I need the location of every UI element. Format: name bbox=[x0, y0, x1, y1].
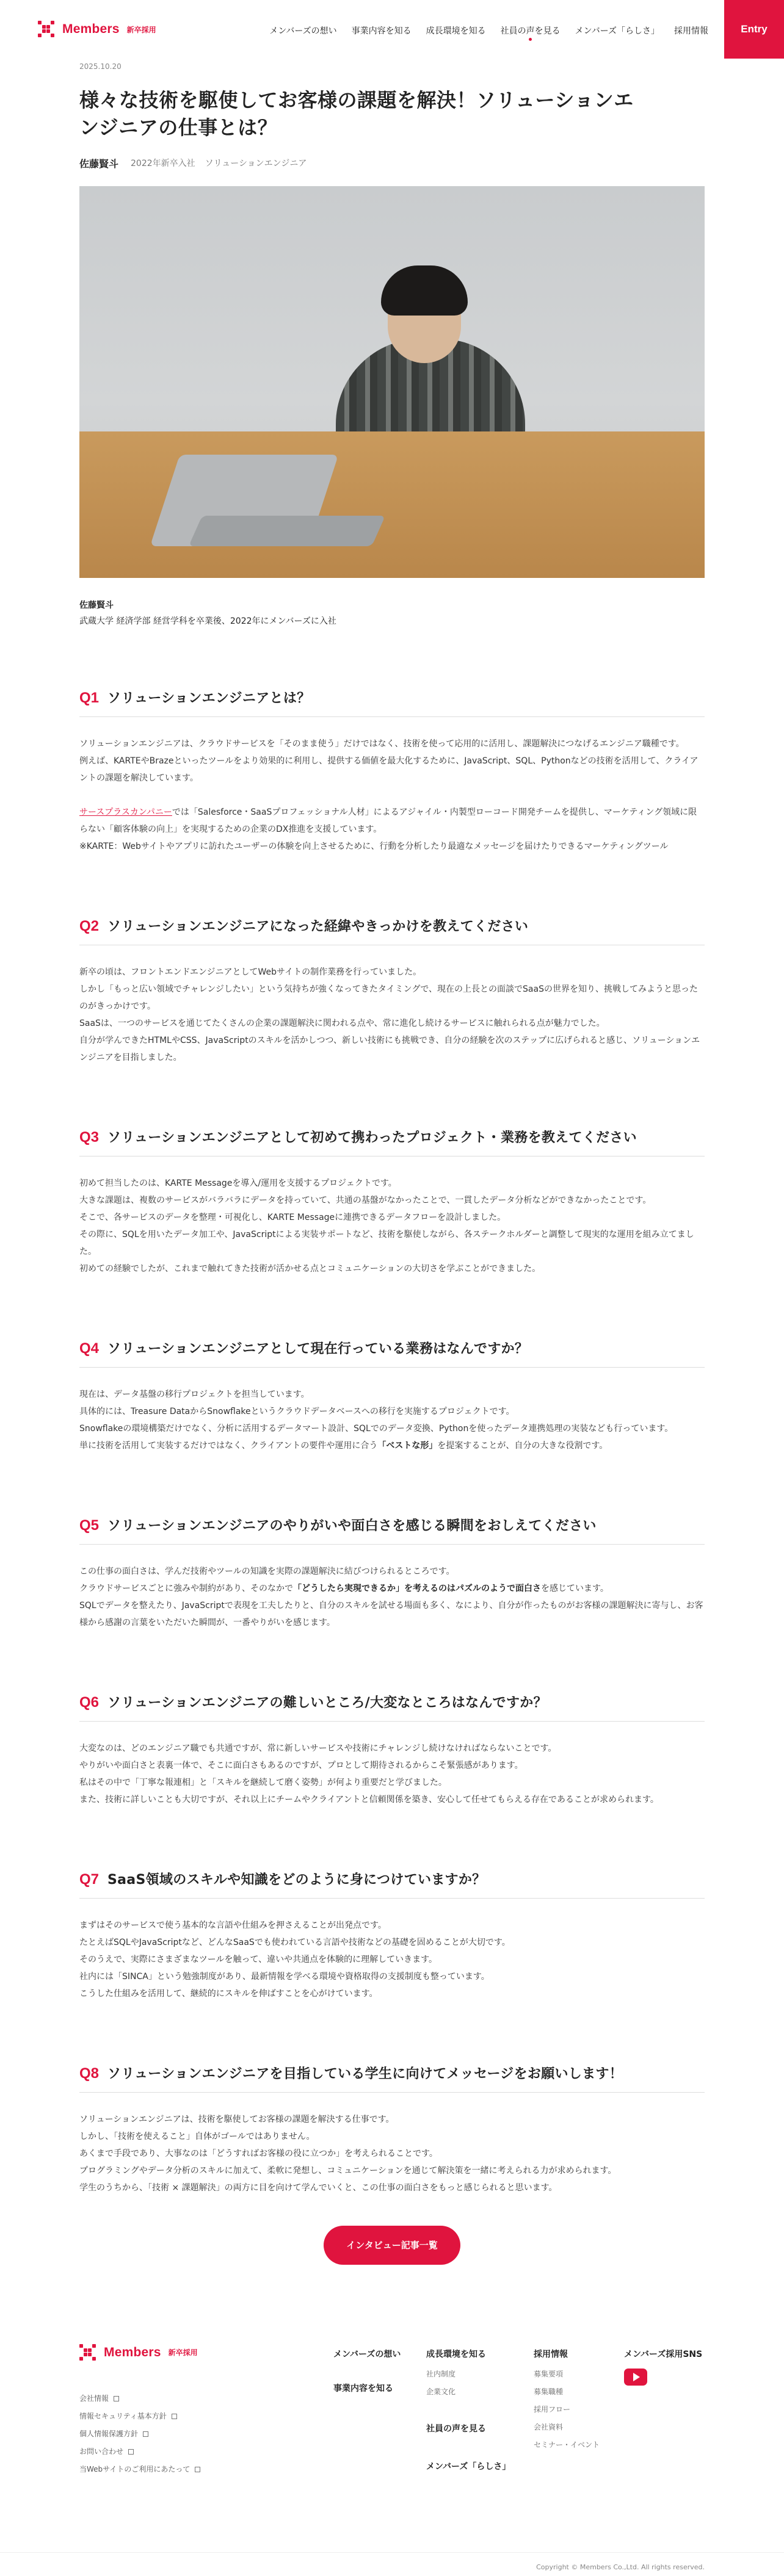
answer-line: そこで、各サービスのデータを整理・可視化し、KARTE Messageに連携できるデータフローを設計しました。 bbox=[79, 1212, 506, 1222]
external-link-icon bbox=[128, 2449, 134, 2455]
author-info bbox=[131, 157, 307, 169]
logo[interactable] bbox=[38, 21, 156, 38]
answer-line: しかし、「技術を使えること」自体がゴールではありません。 bbox=[79, 2131, 315, 2141]
answer-text: 単に技術を活用して実装するだけではなく、クライアントの要件や運用に合う bbox=[79, 1440, 378, 1451]
answer bbox=[79, 964, 705, 1066]
footer-links bbox=[79, 2393, 200, 2481]
external-link-icon bbox=[195, 2467, 200, 2472]
article-title-line2: ンジニアの仕事とは？ bbox=[79, 115, 278, 139]
question-number: Q3 bbox=[79, 1128, 100, 1145]
author-name: 佐藤賢斗 bbox=[79, 157, 119, 170]
caption-desc: 武蔵大学 経済学部 経営学科を卒業後、2022年にメンバーズに入社 bbox=[79, 616, 336, 626]
footer-heading-business[interactable]: 事業内容を知る bbox=[333, 2383, 393, 2394]
footer-logo[interactable] bbox=[79, 2344, 198, 2361]
footer-link-contact[interactable] bbox=[79, 2446, 200, 2456]
article-meta bbox=[79, 156, 705, 170]
question-number: Q4 bbox=[79, 1340, 100, 1357]
qa-section-1 bbox=[79, 688, 705, 855]
answer-line: また、技術に詳しいことも大切ですが、それ以上にチームやクライアントと信頼関係を築き、安心して任せてもらえる存在であることが求められます。 bbox=[79, 1794, 659, 1805]
article-date: 2025.10.20 bbox=[79, 62, 122, 71]
footer-col-1 bbox=[333, 2348, 401, 2403]
footer-link-label: お問い合わせ bbox=[79, 2447, 124, 2456]
answer-line: 現在は、データ基盤の移行プロジェクトを担当しています。 bbox=[79, 1389, 310, 1399]
qa-section-8 bbox=[79, 2063, 705, 2196]
answer-line: プログラミングやデータ分析のスキルに加えて、柔軟に発想し、コミュニケーションを通じて解決策を一緒に考えられる力が求められます。 bbox=[79, 2165, 617, 2176]
answer-line: 学生のうちから、「技術 × 課題解決」の両方に目を向けて学んでいくと、この仕事の面白さをもっと感じられると思います。 bbox=[79, 2182, 557, 2193]
answer-emphasis: 「ベストな形」 bbox=[377, 1440, 438, 1451]
question-text: ソリューションエンジニアの難しいところ/大変なところはなんですか？ bbox=[107, 1695, 547, 1711]
answer-line bbox=[79, 1580, 705, 1597]
qa-section-6 bbox=[79, 1692, 705, 1808]
answer-line: 私はその中で「丁寧な報連相」と「スキルを継続して磨く姿勢」が何より重要だと学びました。 bbox=[79, 1777, 447, 1788]
answer-line: 自分が学んできたHTMLやCSS、JavaScriptのスキルを活かしつつ、新しい技術にも挑戦でき、自分の経験を次のステップに広げられると感じ、ソリューションエンジニアを目指しました。 bbox=[79, 1035, 700, 1063]
logo-sub: 新卒採用 bbox=[126, 25, 156, 34]
answer-paragraph: ソリューションエンジニアは、クラウドサービスを「そのまま使う」だけではなく、技術を使って応用的に活用し、課題解決につなげるエンジニア職種です。 bbox=[79, 738, 684, 749]
answer-line: 社内には「SINCA」という勉強制度があり、最新情報を学べる環境や資格取得の支援制度も整っています。 bbox=[79, 1971, 490, 1982]
article-title-line1: 様々な技術を駆使してお客様の課題を解決！ソリューションエ bbox=[79, 88, 634, 112]
external-link-icon bbox=[114, 2396, 119, 2401]
answer bbox=[79, 1386, 705, 1454]
answer-line: そのうえで、実際にさまざまなツールを触って、違いや共通点を体験的に理解していきます。 bbox=[79, 1954, 438, 1964]
qa-section-4 bbox=[79, 1338, 705, 1454]
logo-mark-icon bbox=[38, 21, 56, 38]
answer-line: しかし「もっと広い領域でチャレンジしたい」という気持ちが強くなってきたタイミングで、現在の上長との面談でSaaSの世界を知り、挑戦してみようと思ったのがきっかけです。 bbox=[79, 984, 698, 1011]
answer-line: あくまで手段であり、大事なのは「どうすればお客様の役に立つか」を考えられることです。 bbox=[79, 2148, 438, 2159]
article-title bbox=[79, 87, 705, 142]
footer-link-privacy[interactable] bbox=[79, 2428, 200, 2439]
footer-heading-voices[interactable]: 社員の声を見る bbox=[426, 2423, 486, 2434]
footer-item-culture[interactable]: 企業文化 bbox=[426, 2387, 456, 2396]
footer-col-2 bbox=[426, 2348, 510, 2481]
footer-item-system[interactable]: 社内制度 bbox=[426, 2369, 456, 2378]
question-number: Q8 bbox=[79, 2065, 100, 2082]
answer-line bbox=[79, 1437, 705, 1454]
answer bbox=[79, 2111, 705, 2196]
nav-item-growth[interactable]: 成長環境を知る bbox=[426, 26, 486, 36]
photo-caption bbox=[79, 599, 705, 627]
question-heading bbox=[79, 1515, 705, 1545]
footer-link-label: 当Webサイトのご利用にあたって bbox=[79, 2464, 191, 2473]
question-number: Q1 bbox=[79, 689, 100, 706]
answer-paragraph bbox=[79, 804, 705, 838]
answer-line: ソリューションエンジニアは、技術を駆使してお客様の課題を解決する仕事です。 bbox=[79, 2114, 394, 2124]
qa-section-2 bbox=[79, 916, 705, 1066]
question-number: Q6 bbox=[79, 1694, 100, 1711]
qa-section-7 bbox=[79, 1869, 705, 2002]
question-heading bbox=[79, 2063, 705, 2093]
footer-link-label: 個人情報保護方針 bbox=[79, 2429, 139, 2438]
qa-section-3 bbox=[79, 1127, 705, 1277]
question-heading bbox=[79, 1127, 705, 1156]
logo-mark-icon bbox=[79, 2344, 98, 2361]
answer-line: 具体的には、Treasure DataからSnowflakeというクラウドデータベースへの移行を実施するプロジェクトです。 bbox=[79, 1406, 515, 1416]
answer-line: こうした仕組みを活用して、継続的にスキルを伸ばすことを心がけています。 bbox=[79, 1988, 378, 1999]
footer-link-terms[interactable] bbox=[79, 2464, 200, 2474]
answer bbox=[79, 1563, 705, 1631]
footer-heading-recruit[interactable]: 採用情報 bbox=[534, 2349, 568, 2359]
footer-item-materials[interactable]: 会社資料 bbox=[534, 2422, 564, 2431]
answer-line: たとえばSQLやJavaScriptなど、どんなSaaSでも使われている言語や技術などの基礎を固めることが大切です。 bbox=[79, 1937, 510, 1947]
nav-item-culture[interactable]: メンバーズ「らしさ」 bbox=[575, 26, 659, 36]
author-year: 2022年新卒入社 bbox=[131, 159, 195, 169]
answer-text: を提案することが、自分の大きな役割です。 bbox=[437, 1440, 608, 1451]
question-text: SaaS領域のスキルや知識をどのように身につけていますか？ bbox=[107, 1872, 486, 1888]
footer-item-requirements[interactable]: 募集要項 bbox=[534, 2369, 564, 2378]
caption-name: 佐藤賢斗 bbox=[79, 600, 114, 610]
footer-heading-sns: メンバーズ採用SNS bbox=[624, 2349, 703, 2359]
external-link-icon bbox=[143, 2431, 148, 2437]
photo-laptop-base bbox=[189, 516, 385, 546]
question-text: ソリューションエンジニアになった経緯やきっかけを教えてください bbox=[107, 918, 529, 934]
global-nav bbox=[269, 24, 708, 37]
answer-line: この仕事の面白さは、学んだ技術やツールの知識を実際の課題解決に結びつけられるところです。 bbox=[79, 1566, 455, 1576]
answer-line: やりがいや面白さと表裏一体で、そこに面白さもあるのですが、プロとして期待されるからこそ緊張感があります。 bbox=[79, 1760, 523, 1770]
author-role: ソリューションエンジニア bbox=[205, 159, 307, 169]
question-heading bbox=[79, 1692, 705, 1722]
question-text: ソリューションエンジニアを目指している学生に向けてメッセージをお願いします！ bbox=[107, 2066, 623, 2082]
answer-text: を感じています。 bbox=[541, 1583, 609, 1593]
answer-line: Snowflakeの環境構築だけでなく、分析に活用するデータマート設計、SQLでのデータ変換、Pythonを使ったデータ連携処理の実装なども行っています。 bbox=[79, 1423, 673, 1434]
footer-col-4 bbox=[624, 2348, 702, 2386]
answer-text: では「Salesforce・SaaSプロフェッショナル人材」によるアジャイル・内製型ローコード開発チームを提供し、マーケティング領域に限らない「顧客体験の向上」を実現するための企業のDX推進を支援しています。 bbox=[79, 807, 697, 834]
qa-section-5 bbox=[79, 1515, 705, 1631]
nav-item-voices[interactable]: 社員の声を見る bbox=[501, 24, 561, 37]
footer-link-company[interactable] bbox=[79, 2393, 200, 2403]
answer bbox=[79, 1740, 705, 1808]
question-text: ソリューションエンジニアのやりがいや面白さを感じる瞬間をおしえてください bbox=[107, 1518, 597, 1534]
answer-text: クラウドサービスごとに強みや制約があり、そのなかで bbox=[79, 1583, 293, 1593]
question-number: Q2 bbox=[79, 917, 100, 934]
answer-line: 初めての経験でしたが、これまで触れてきた技術が活かせる点とコミュニケーションの大切さを学ぶことができました。 bbox=[79, 1263, 541, 1274]
question-heading bbox=[79, 688, 705, 717]
nav-item-recruit[interactable]: 採用情報 bbox=[674, 26, 708, 36]
answer-line: 大変なのは、どのエンジニア職でも共通ですが、常に新しいサービスや技術にチャレンジし続けなければならないことです。 bbox=[79, 1743, 557, 1753]
answer-line: その際に、SQLを用いたデータ加工や、JavaScriptによる実装サポートなど、技術を駆使しながら、各ステークホルダーと調整して現実的な運用を組み立てました。 bbox=[79, 1229, 694, 1257]
answer-line: 初めて担当したのは、KARTE Messageを導入/運用を支援するプロジェクトです。 bbox=[79, 1178, 397, 1188]
answer-paragraph: 例えば、KARTEやBrazeといったツールをより効果的に利用し、提供する価値を最大化するために、JavaScript、SQL、Pythonなどの技術を活用して、クライアントの課題を解決しています。 bbox=[79, 756, 699, 783]
question-number: Q5 bbox=[79, 1517, 100, 1534]
footer-item-positions[interactable]: 募集職種 bbox=[534, 2387, 564, 2396]
footer-logo-sub: 新卒採用 bbox=[168, 2348, 198, 2358]
answer-paragraph: ※KARTE：Webサイトやアプリに訪れたユーザーの体験を向上させるために、行動を分析したり最適なメッセージを届けたりできるマーケティングツール bbox=[79, 841, 669, 851]
photo-person-hair bbox=[381, 265, 468, 316]
answer bbox=[79, 1917, 705, 2002]
answer-line: SQLでデータを整えたり、JavaScriptで表現を工夫したりと、自分のスキルを試せる場面も多く、なにより、自分が作ったものがお客様の課題解決に寄与し、お客様から感謝の言葉をいただいた瞬間が、一番やりがいを感じます。 bbox=[79, 1600, 703, 1628]
answer-line: 新卒の頃は、フロントエンドエンジニアとしてWebサイトの制作業務を行っていました。 bbox=[79, 967, 422, 977]
question-text: ソリューションエンジニアとして初めて携わったプロジェクト・業務を教えてください bbox=[107, 1130, 637, 1145]
saasplus-link[interactable]: サースプラスカンパニー bbox=[79, 807, 172, 817]
footer-link-label: 情報セキュリティ基本方針 bbox=[79, 2411, 167, 2420]
answer-line: SaaSは、一つのサービスを通じてたくさんの企業の課題解決に関われる点や、常に進化し続けるサービスに触れられる点が魅力でした。 bbox=[79, 1018, 605, 1028]
question-heading bbox=[79, 1869, 705, 1899]
answer-line: まずはそのサービスで使う基本的な言語や仕組みを押さえることが出発点です。 bbox=[79, 1920, 387, 1930]
footer-link-label: 会社情報 bbox=[79, 2394, 109, 2403]
article bbox=[79, 59, 705, 2265]
site-footer bbox=[79, 2344, 705, 2576]
answer bbox=[79, 735, 705, 855]
site-header bbox=[0, 0, 784, 59]
footer-heading-philosophy[interactable]: メンバーズの想い bbox=[333, 2349, 401, 2359]
answer bbox=[79, 1175, 705, 1277]
question-number: Q7 bbox=[79, 1871, 100, 1888]
question-heading bbox=[79, 916, 705, 945]
question-text: ソリューションエンジニアとは？ bbox=[107, 690, 311, 706]
logo-text: Members bbox=[62, 22, 120, 36]
hero-photo bbox=[79, 186, 705, 578]
footer-heading-rashisa[interactable]: メンバーズ「らしさ」 bbox=[426, 2461, 511, 2472]
question-heading bbox=[79, 1338, 705, 1368]
footer-item-flow[interactable]: 採用フロー bbox=[534, 2405, 571, 2414]
question-text: ソリューションエンジニアとして現在行っている業務はなんですか？ bbox=[107, 1341, 529, 1357]
nav-item-philosophy[interactable]: メンバーズの想い bbox=[269, 26, 337, 36]
answer-emphasis: 「どうしたら実現できるか」を考えるのはパズルのようで面白さ bbox=[293, 1583, 541, 1593]
nav-item-business[interactable]: 事業内容を知る bbox=[351, 26, 412, 36]
youtube-icon[interactable] bbox=[624, 2369, 647, 2386]
footer-link-security[interactable] bbox=[79, 2411, 200, 2421]
external-link-icon bbox=[172, 2414, 177, 2419]
footer-col-3 bbox=[534, 2348, 600, 2457]
footer-divider bbox=[0, 2552, 784, 2553]
cta-wrap bbox=[79, 2226, 705, 2265]
copyright: Copyright © Members Co.,Ltd. All rights reserved. bbox=[536, 2563, 705, 2571]
footer-item-seminar[interactable]: セミナー・イベント bbox=[534, 2440, 600, 2449]
interview-list-button[interactable]: インタビュー記事一覧 bbox=[324, 2226, 460, 2265]
answer-line: 大きな課題は、複数のサービスがバラバラにデータを持っていて、共通の基盤がなかったことで、一貫したデータ分析などができなかったことです。 bbox=[79, 1195, 652, 1205]
entry-button[interactable]: Entry bbox=[724, 0, 784, 59]
footer-heading-growth[interactable]: 成長環境を知る bbox=[426, 2349, 486, 2359]
footer-logo-text: Members bbox=[104, 2345, 161, 2359]
